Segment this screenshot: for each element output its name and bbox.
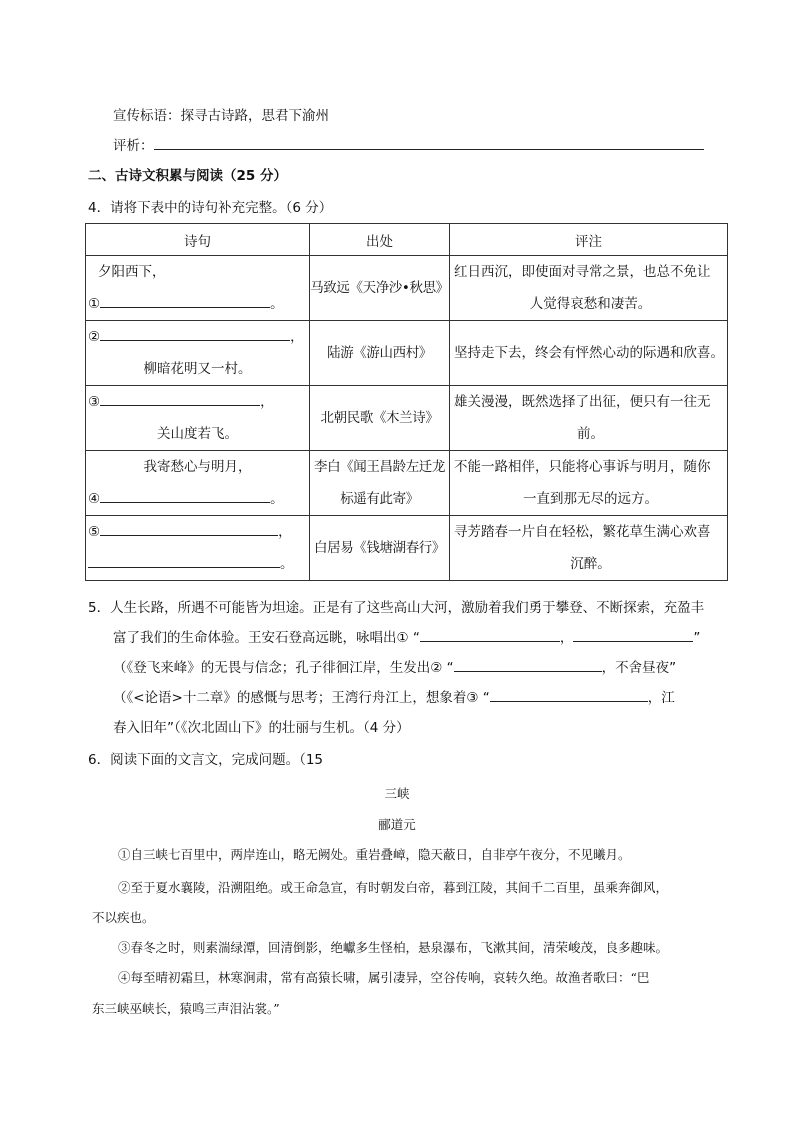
table-row — [86, 516, 728, 581]
answer-blank-3[interactable] — [100, 391, 260, 406]
answer-blank-1[interactable] — [100, 293, 270, 308]
q4-prompt: 4．请将下表中的诗句补充完整。（6 分） — [88, 200, 333, 216]
q5-text: （《登飞来峰》的无畏与信念；孔子徘徊江岸，生发出② “ — [113, 660, 454, 676]
blank-number: ④ — [88, 491, 101, 507]
q5-text: ，不舍昼夜” — [601, 660, 677, 676]
comment-label: 评析： — [113, 138, 154, 154]
passage-paragraph-3: ③春冬之时，则素湍绿潭，回清倒影，绝巘多生怪柏，悬泉瀑布，飞漱其间，清荣峻茂，良多趣味。 — [118, 940, 669, 955]
header-note: 评注 — [450, 224, 728, 256]
q5-text: ，江 — [647, 690, 675, 706]
verse-given: 关山度若飞。 — [157, 426, 238, 442]
verse-source: 马致远《天净沙•秋思》 — [310, 256, 450, 321]
header-verse: 诗句 — [86, 224, 310, 256]
passage-paragraph-2-cont: 不以疾也。 — [92, 910, 155, 925]
q5-blank-3[interactable] — [490, 687, 648, 702]
q5-text: （《<论语>十二章》的感慨与思考；王湾行舟江上，想象着③ “ — [113, 690, 490, 706]
q5-line-3 — [113, 656, 676, 676]
comment-blank[interactable] — [154, 135, 704, 150]
answer-blank-4[interactable] — [100, 488, 270, 503]
note-line: 不能一路相伴，只能将心事诉与明月，随你 — [454, 459, 711, 475]
punct: ， — [290, 329, 304, 345]
slogan-line: 宣传标语：探寻古诗路，思君下渝州 — [113, 108, 329, 124]
table-row — [86, 256, 728, 321]
verse-given: 柳暗花明又一村。 — [143, 361, 252, 377]
note-line: 沉醉。 — [570, 556, 611, 572]
q6-prompt: 6．阅读下面的文言文，完成问题。（15 — [88, 752, 324, 768]
passage-paragraph-1: ①自三峡七百里中，两岸连山，略无阙处。重岩叠嶂，隐天蔽日，自非亭午夜分，不见曦月。 — [118, 847, 631, 862]
table-row — [86, 451, 728, 516]
table-row — [86, 386, 728, 451]
punct: 。 — [270, 491, 284, 507]
passage-paragraph-4: ④每至晴初霜旦，林寒涧肃，常有高猿长啸，属引凄异，空谷传响，哀转久绝。故渔者歌曰：“巴 — [118, 970, 650, 985]
table-header-row — [86, 224, 728, 256]
punct: ” — [693, 630, 701, 646]
blank-number: ③ — [88, 394, 101, 410]
punct: ， — [260, 394, 274, 410]
q5-blank-1b[interactable] — [573, 627, 693, 642]
q5-line-5: 春入旧年”（《次北固山下》的壮丽与生机。（4 分） — [113, 720, 410, 736]
passage-paragraph-4-cont: 东三峡巫峡长，猿鸣三声泪沾裳。” — [92, 1001, 280, 1016]
table-row — [86, 321, 728, 386]
punct: 。 — [270, 296, 284, 312]
note-line: 坚持走下去，终会有怦然心动的际遇和欣喜。 — [454, 345, 724, 361]
comment-line — [113, 134, 704, 154]
q5-text: 富了我们的生命体验。王安石登高远眺，咏唱出① “ — [113, 630, 420, 646]
note-line: 红日西沉，即使面对寻常之景，也总不免让 — [454, 264, 711, 280]
blank-number: ⑤ — [88, 524, 101, 540]
verse-source: 标遥有此寄》 — [340, 491, 419, 507]
section2-title: 二、古诗文积累与阅读（25 分） — [88, 168, 287, 184]
verse-given: 夕阳西下， — [98, 264, 166, 280]
passage-paragraph-2: ②至于夏水襄陵，沿溯阻绝。或王命急宣，有时朝发白帝，暮到江陵，其间千二百里，虽乘奔御风， — [118, 880, 669, 895]
punct: ， — [559, 630, 574, 646]
blank-number: ② — [88, 329, 101, 345]
note-line: 寻芳踏春一片自在轻松，繁花草生满心欢喜 — [454, 524, 711, 540]
passage-title: 三峡 — [384, 786, 410, 801]
passage-author: 郦道元 — [378, 817, 416, 832]
header-source: 出处 — [310, 224, 450, 256]
verse-given: 我寄愁心与明月， — [143, 459, 252, 475]
note-line: 人觉得哀愁和凄苦。 — [529, 296, 652, 312]
note-line: 前。 — [577, 426, 604, 442]
punct: ， — [278, 524, 292, 540]
answer-blank-2[interactable] — [100, 326, 290, 341]
poem-table — [85, 223, 728, 581]
verse-source: 李白《闻王昌龄左迁龙 — [314, 459, 445, 475]
q5-line-2 — [113, 626, 700, 646]
verse-source: 北朝民歌《木兰诗》 — [310, 386, 450, 451]
q5-line-1: 5．人生长路，所遇不可能皆为坦途。正是有了这些高山大河，激励着我们勇于攀登、不断探索，充盈丰 — [88, 600, 705, 616]
note-line: 雄关漫漫，既然选择了出征，便只有一往无 — [454, 394, 711, 410]
q5-blank-2[interactable] — [454, 657, 602, 672]
punct: 。 — [280, 556, 294, 572]
blank-number: ① — [88, 296, 101, 312]
answer-blank-5a[interactable] — [100, 521, 278, 536]
verse-source: 白居易《钱塘湖春行》 — [310, 516, 450, 581]
q5-line-4 — [113, 686, 675, 706]
answer-blank-5b[interactable] — [88, 553, 280, 568]
note-line: 一直到那无尽的远方。 — [523, 491, 658, 507]
verse-source: 陆游《游山西村》 — [310, 321, 450, 386]
q5-blank-1a[interactable] — [420, 627, 560, 642]
